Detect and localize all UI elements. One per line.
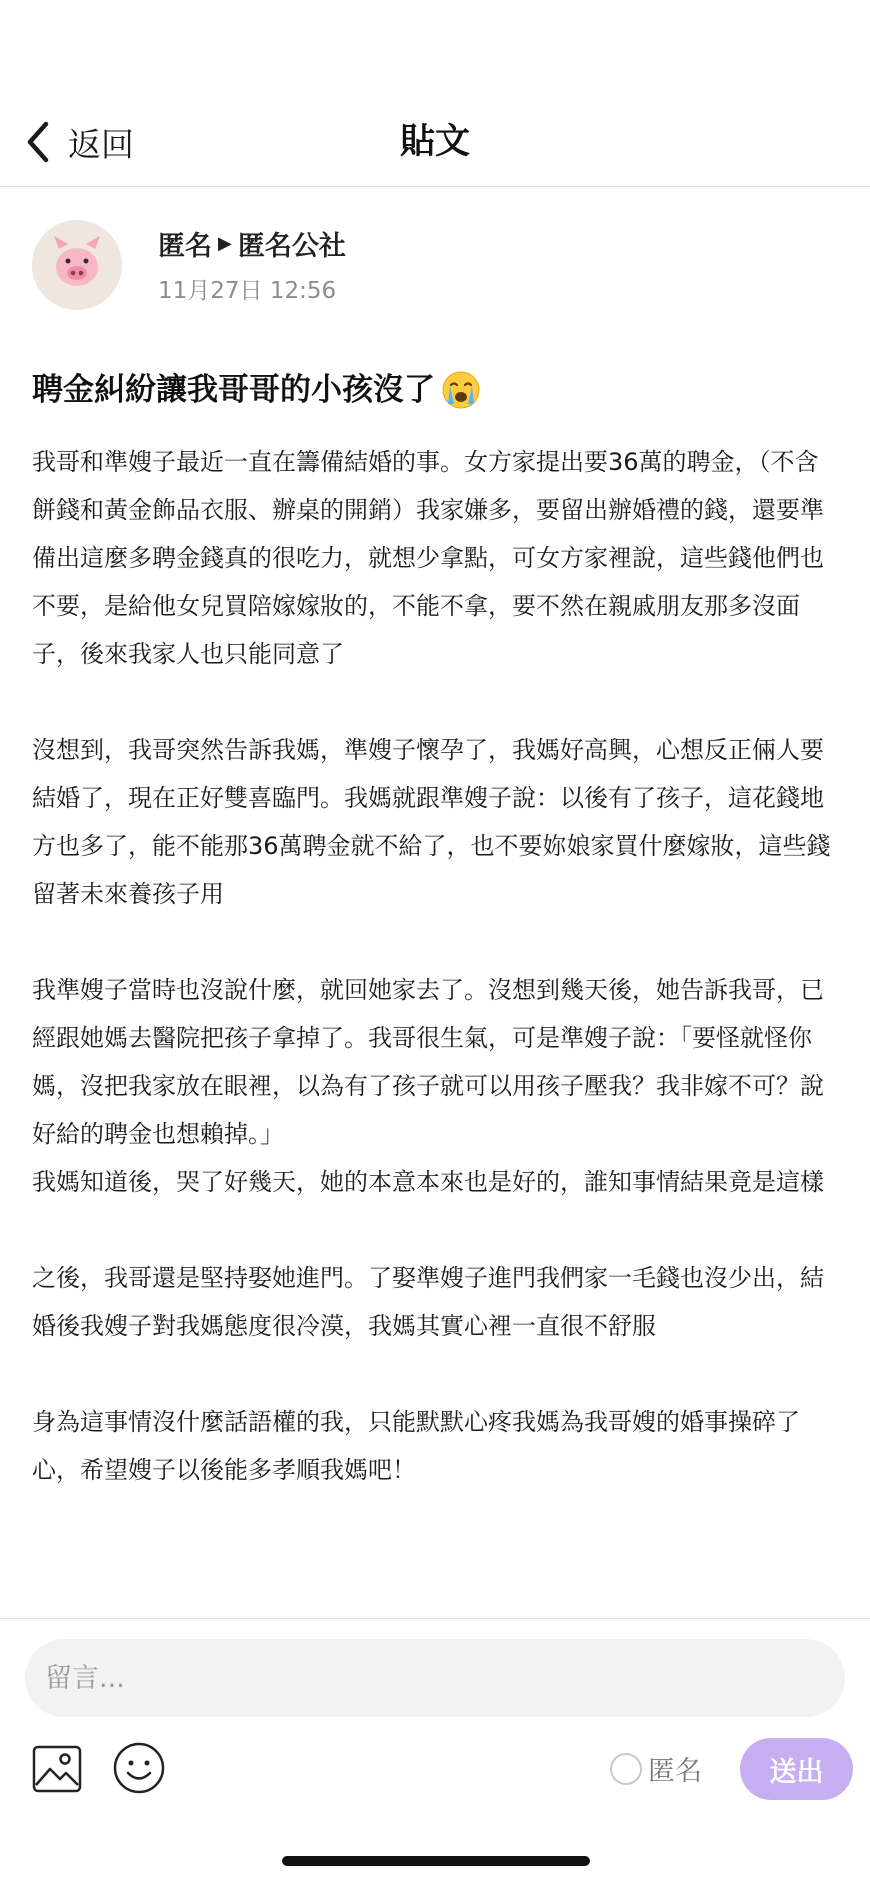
paragraph-gap [32,678,842,726]
pig-face-icon [32,220,122,310]
paragraph-gap [32,1350,842,1398]
triangle-right-icon: ▶ [218,233,232,254]
post-timestamp: 11月27日 12:56 [158,278,337,304]
post-body [32,438,842,1494]
paragraph-gap [32,918,842,966]
crying-face-icon [441,370,481,410]
comment-input[interactable] [25,1639,845,1717]
post-author-header [32,220,832,312]
home-indicator [282,1856,590,1866]
post-paragraph: 我媽知道後，哭了好幾天，她的本意本來也是好的，誰知事情結果竟是這樣 [32,1168,824,1196]
board-name[interactable]: 匿名公社 [237,231,346,262]
post-paragraph: 我準嫂子當時也沒說什麼，就回她家去了。沒想到幾天後，她告訴我哥，已經跟她媽去醫院把孩子拿掉了。我哥很生氣，可是準嫂子說：「要怪就怪你媽，沒把我家放在眼裡，以為有了孩子就可以用孩子壓我？我非嫁不可？說好給的聘金也想賴掉。」 [32,976,824,1148]
page-title: 貼文 [399,122,470,162]
back-label: 返回 [68,124,134,164]
author-line [158,224,346,263]
post-paragraph: 我哥和準嫂子最近一直在籌備結婚的事。女方家提出要36萬的聘金，（不含餅錢和黃金飾品衣服、辦桌的開銷）我家嫌多，要留出辦婚禮的錢，還要準備出這麼多聘金錢真的很吃力，就想少拿點，可女方家裡說，這些錢他們也不要，是給他女兒買陪嫁嫁妝的，不能不拿，要不然在親戚朋友那多沒面子，後來我家人也只能同意了 [32,448,824,668]
avatar[interactable] [32,220,122,310]
paragraph-gap [32,1206,842,1254]
author-name: 匿名 [158,231,212,262]
anonymous-label: 匿名 [648,1756,702,1787]
nav-bar [0,100,870,187]
post-paragraph: 沒想到，我哥突然告訴我媽，準嫂子懷孕了，我媽好高興，心想反正倆人要結婚了，現在正好雙喜臨門。我媽就跟準嫂子說：以後有了孩子，這花錢地方也多了，能不能那36萬聘金就不給了，也不要妳娘家買什麼嫁妝，這些錢留著未來養孩子用 [32,736,831,908]
anonymous-toggle[interactable] [610,1749,702,1788]
post-paragraph: 之後，我哥還是堅持娶她進門。了娶準嫂子進門我們家一毛錢也沒少出，結婚後我嫂子對我媽態度很冷漠，我媽其實心裡一直很不舒服 [32,1264,824,1340]
send-button[interactable]: 送出 [740,1738,853,1800]
post-paragraph: 身為這事情沒什麼話語權的我，只能默默心疼我媽為我哥嫂的婚事操碎了心，希望嫂子以後能多孝順我媽吧！ [32,1408,800,1484]
comment-composer [0,1618,870,1884]
smiley-icon[interactable] [112,1741,166,1795]
anonymous-radio[interactable] [610,1753,642,1785]
post-title [32,368,842,412]
image-icon[interactable] [32,1745,82,1793]
post-title-text: 聘金糾紛讓我哥哥的小孩沒了 [32,372,435,408]
